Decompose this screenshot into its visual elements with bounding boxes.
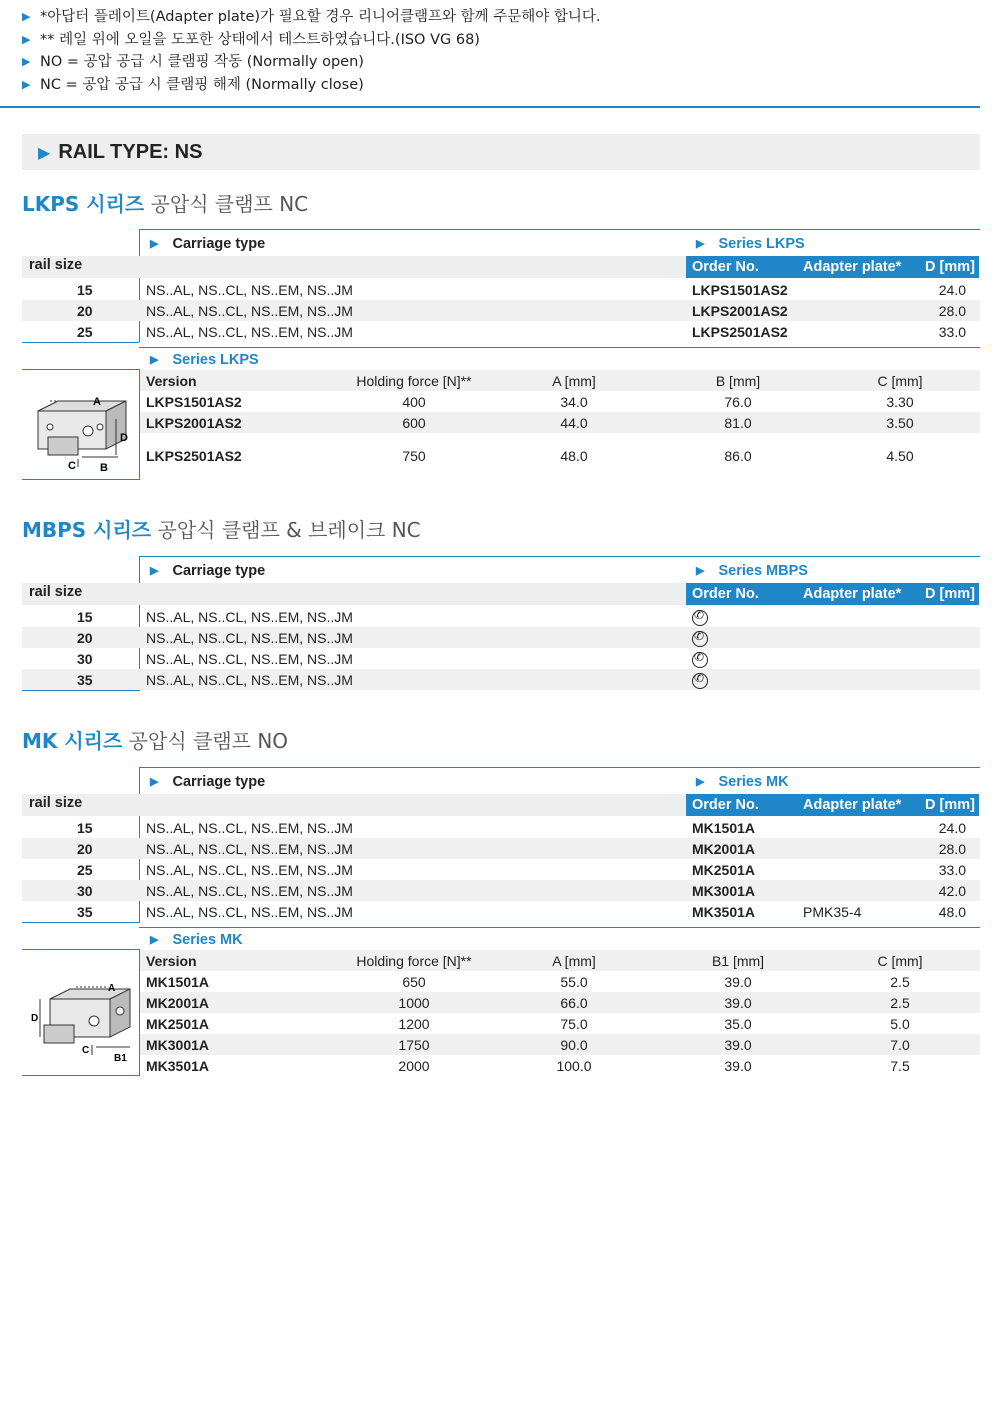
- table-cell: [692, 630, 708, 649]
- table-cell: 2000: [398, 1058, 430, 1074]
- table-cell: [692, 651, 708, 670]
- dimension-label: B1: [114, 1053, 127, 1064]
- table-cell: 44.0: [560, 415, 588, 431]
- divider: [22, 342, 139, 343]
- divider: [22, 256, 686, 278]
- table-cell: 650: [402, 974, 426, 990]
- table-cell: 39.0: [724, 974, 752, 990]
- mk-clamp-drawing: [30, 975, 135, 1065]
- dimension-label: A: [93, 396, 101, 408]
- spec-row: [139, 971, 980, 992]
- table-cell: 24.0: [938, 820, 966, 836]
- table-cell: Holding force [N]**: [356, 953, 472, 969]
- dimension-label: C: [68, 460, 76, 472]
- table-cell: NS..AL, NS..CL, NS..EM, NS..JM: [146, 324, 353, 340]
- table-cell: 66.0: [560, 995, 588, 1011]
- triangle-icon: ▶: [38, 142, 51, 162]
- table-row: [22, 627, 980, 648]
- table-cell: NS..AL, NS..CL, NS..EM, NS..JM: [146, 651, 353, 667]
- table-cell: 34.0: [560, 394, 588, 410]
- mk-table: [22, 767, 980, 1079]
- table-cell: 86.0: [724, 448, 752, 464]
- table-cell: 28.0: [938, 303, 966, 319]
- lkps-table: [22, 229, 980, 481]
- carriage-type-header: ▶ Carriage type: [150, 773, 266, 790]
- table-cell: 5.0: [890, 1016, 910, 1032]
- table-cell: 81.0: [724, 415, 752, 431]
- dimension-label: C: [82, 1045, 90, 1056]
- table-cell: B [mm]: [715, 373, 761, 389]
- table-cell: NS..AL, NS..CL, NS..EM, NS..JM: [146, 883, 353, 899]
- table-cell: MK2501A: [146, 1016, 210, 1032]
- carriage-type-header: ▶ Carriage type: [150, 562, 266, 579]
- table-cell: 750: [402, 448, 426, 464]
- order-header-bar: Order No. Adapter plate* D [mm]: [686, 794, 979, 816]
- table-cell: NS..AL, NS..CL, NS..EM, NS..JM: [146, 609, 353, 625]
- divider: [139, 767, 980, 768]
- table-cell: 25: [77, 862, 93, 878]
- table-cell: 33.0: [938, 862, 966, 878]
- divider: [22, 1075, 139, 1076]
- table-cell: 1000: [398, 995, 430, 1011]
- table-cell: 90.0: [560, 1037, 588, 1053]
- table-cell: 600: [402, 415, 426, 431]
- table-cell: 2.5: [890, 995, 910, 1011]
- table-cell: 7.0: [890, 1037, 910, 1053]
- divider: [0, 106, 980, 108]
- table-cell: 28.0: [938, 841, 966, 857]
- dimension-label: A: [108, 983, 116, 994]
- spec-series-header: ▶ Series LKPS: [150, 351, 259, 368]
- table-cell: 3.50: [886, 415, 914, 431]
- table-cell: 7.5: [890, 1058, 910, 1074]
- rail-size-label: rail size: [29, 584, 83, 600]
- table-cell: Version: [146, 373, 197, 389]
- table-cell: MK3001A: [146, 1037, 210, 1053]
- dimension-label: B: [100, 462, 108, 474]
- table-cell: LKPS1501AS2: [146, 394, 242, 410]
- phone-icon: [692, 610, 708, 626]
- table-cell: NS..AL, NS..CL, NS..EM, NS..JM: [146, 672, 353, 688]
- table-cell: 35: [77, 672, 93, 688]
- table-cell: 15: [77, 282, 93, 298]
- divider: [22, 922, 139, 923]
- spec-row: [139, 445, 980, 466]
- series-header: ▶ Series LKPS: [696, 235, 805, 252]
- mbps-table: [22, 556, 980, 692]
- series-header: ▶ Series MK: [696, 773, 789, 790]
- table-cell: 20: [77, 630, 93, 646]
- table-cell: MK2001A: [146, 995, 210, 1011]
- table-cell: MK2501A: [692, 862, 756, 878]
- phone-icon: [692, 673, 708, 689]
- table-cell: 48.0: [938, 904, 966, 920]
- table-cell: MK3501A: [692, 904, 756, 920]
- note-item: ▶ NO = 공압 공급 시 클램핑 작동 (Normally open): [22, 51, 982, 74]
- divider: [139, 347, 980, 348]
- table-cell: A [mm]: [552, 373, 596, 389]
- rail-size-label: rail size: [29, 795, 83, 811]
- table-cell: 1200: [398, 1016, 430, 1032]
- table-cell: C [mm]: [877, 373, 923, 389]
- phone-icon: [692, 631, 708, 647]
- spec-row: [139, 992, 980, 1013]
- table-cell: NS..AL, NS..CL, NS..EM, NS..JM: [146, 841, 353, 857]
- triangle-icon: ▶: [22, 77, 31, 91]
- table-cell: 55.0: [560, 974, 588, 990]
- divider: [22, 583, 686, 605]
- table-cell: MK3501A: [146, 1058, 210, 1074]
- table-cell: NS..AL, NS..CL, NS..EM, NS..JM: [146, 904, 353, 920]
- table-cell: 35.0: [724, 1016, 752, 1032]
- divider: [22, 794, 686, 816]
- table-cell: LKPS2001AS2: [692, 303, 788, 319]
- table-cell: NS..AL, NS..CL, NS..EM, NS..JM: [146, 630, 353, 646]
- table-cell: 15: [77, 609, 93, 625]
- spec-row: [139, 1055, 980, 1076]
- table-cell: LKPS2501AS2: [692, 324, 788, 340]
- triangle-icon: ▶: [22, 10, 31, 23]
- table-cell: 30: [77, 651, 93, 667]
- spec-header-row: [139, 370, 980, 391]
- table-row: [22, 880, 980, 901]
- triangle-icon: ▶: [22, 55, 31, 68]
- note-item: ▶ NC = 공압 공급 시 클램핑 해제 (Normally close): [22, 74, 982, 97]
- section-title-lkps: LKPS 시리즈 공압식 클램프 NC: [22, 192, 309, 216]
- table-row: [22, 901, 980, 922]
- order-header-bar: Order No. Adapter plate* D [mm]: [686, 583, 979, 605]
- table-cell: NS..AL, NS..CL, NS..EM, NS..JM: [146, 303, 353, 319]
- table-cell: 100.0: [556, 1058, 592, 1074]
- divider: [139, 927, 980, 928]
- phone-icon: [692, 652, 708, 668]
- table-cell: NS..AL, NS..CL, NS..EM, NS..JM: [146, 862, 353, 878]
- table-cell: 400: [402, 394, 426, 410]
- order-header-bar: Order No. Adapter plate* D [mm]: [686, 256, 979, 278]
- spec-header-row: [139, 950, 980, 971]
- table-cell: 42.0: [938, 883, 966, 899]
- section-title-mk: MK 시리즈 공압식 클램프 NO: [22, 729, 289, 753]
- table-row: [22, 279, 980, 300]
- dimension-label: D: [31, 1013, 39, 1024]
- table-row: [22, 817, 980, 838]
- spec-row: [139, 412, 980, 433]
- table-cell: 24.0: [938, 282, 966, 298]
- spec-row: [139, 391, 980, 412]
- divider: [139, 949, 140, 1076]
- lkps-clamp-drawing: [30, 389, 135, 474]
- table-cell: LKPS2001AS2: [146, 415, 242, 431]
- series-header: ▶ Series MBPS: [696, 562, 808, 579]
- table-cell: A [mm]: [552, 953, 596, 969]
- table-row: [22, 838, 980, 859]
- carriage-type-header: ▶ Carriage type: [150, 235, 266, 252]
- table-cell: MK3001A: [692, 883, 756, 899]
- rail-type-banner: ▶ RAIL TYPE: NS: [22, 134, 980, 170]
- divider: [139, 369, 140, 480]
- divider: [22, 479, 139, 480]
- table-cell: Version: [146, 953, 197, 969]
- table-cell: 4.50: [886, 448, 914, 464]
- table-cell: NS..AL, NS..CL, NS..EM, NS..JM: [146, 282, 353, 298]
- table-cell: Holding force [N]**: [356, 373, 472, 389]
- table-cell: NS..AL, NS..CL, NS..EM, NS..JM: [146, 820, 353, 836]
- table-row: [22, 606, 980, 627]
- section-title-mbps: MBPS 시리즈 공압식 클램프 & 브레이크 NC: [22, 518, 421, 542]
- divider: [22, 369, 139, 370]
- table-cell: 25: [77, 324, 93, 340]
- table-cell: 39.0: [724, 1037, 752, 1053]
- table-cell: [692, 609, 708, 628]
- table-cell: 20: [77, 303, 93, 319]
- table-cell: 39.0: [724, 995, 752, 1011]
- table-cell: 20: [77, 841, 93, 857]
- table-cell: 39.0: [724, 1058, 752, 1074]
- note-item: ▶ ** 레일 위에 오일을 도포한 상태에서 테스트하였습니다.(ISO VG 68): [22, 29, 982, 52]
- notes: [22, 6, 982, 96]
- table-cell: LKPS1501AS2: [692, 282, 788, 298]
- note-item: ▶ *아답터 플레이트(Adapter plate)가 필요할 경우 리니어클램프와 함께 주문해야 합니다.: [22, 6, 982, 29]
- triangle-icon: ▶: [22, 32, 31, 46]
- spec-series-header: ▶ Series MK: [150, 931, 243, 948]
- table-row: [22, 859, 980, 880]
- table-cell: 76.0: [724, 394, 752, 410]
- table-row: [22, 321, 980, 342]
- table-cell: MK1501A: [692, 820, 756, 836]
- table-row: [22, 669, 980, 690]
- table-cell: [692, 672, 708, 691]
- table-cell: 75.0: [560, 1016, 588, 1032]
- table-cell: 33.0: [938, 324, 966, 340]
- table-cell: MK2001A: [692, 841, 756, 857]
- table-cell: 1750: [398, 1037, 430, 1053]
- table-cell: 48.0: [560, 448, 588, 464]
- divider: [22, 690, 139, 691]
- divider: [139, 229, 980, 230]
- table-cell: 3.30: [886, 394, 914, 410]
- rail-size-label: rail size: [29, 257, 83, 273]
- table-cell: 15: [77, 820, 93, 836]
- table-cell: MK1501A: [146, 974, 210, 990]
- table-cell: 35: [77, 904, 93, 920]
- table-cell: B1 [mm]: [711, 953, 765, 969]
- table-cell: PMK35-4: [803, 904, 862, 920]
- divider: [139, 556, 980, 557]
- table-cell: 2.5: [890, 974, 910, 990]
- table-cell: 30: [77, 883, 93, 899]
- dimension-label: D: [120, 432, 128, 444]
- spec-row: [139, 1013, 980, 1034]
- table-cell: LKPS2501AS2: [146, 448, 242, 464]
- spec-row: [139, 1034, 980, 1055]
- divider: [22, 949, 139, 950]
- table-row: [22, 300, 980, 321]
- table-cell: C [mm]: [877, 953, 923, 969]
- table-row: [22, 648, 980, 669]
